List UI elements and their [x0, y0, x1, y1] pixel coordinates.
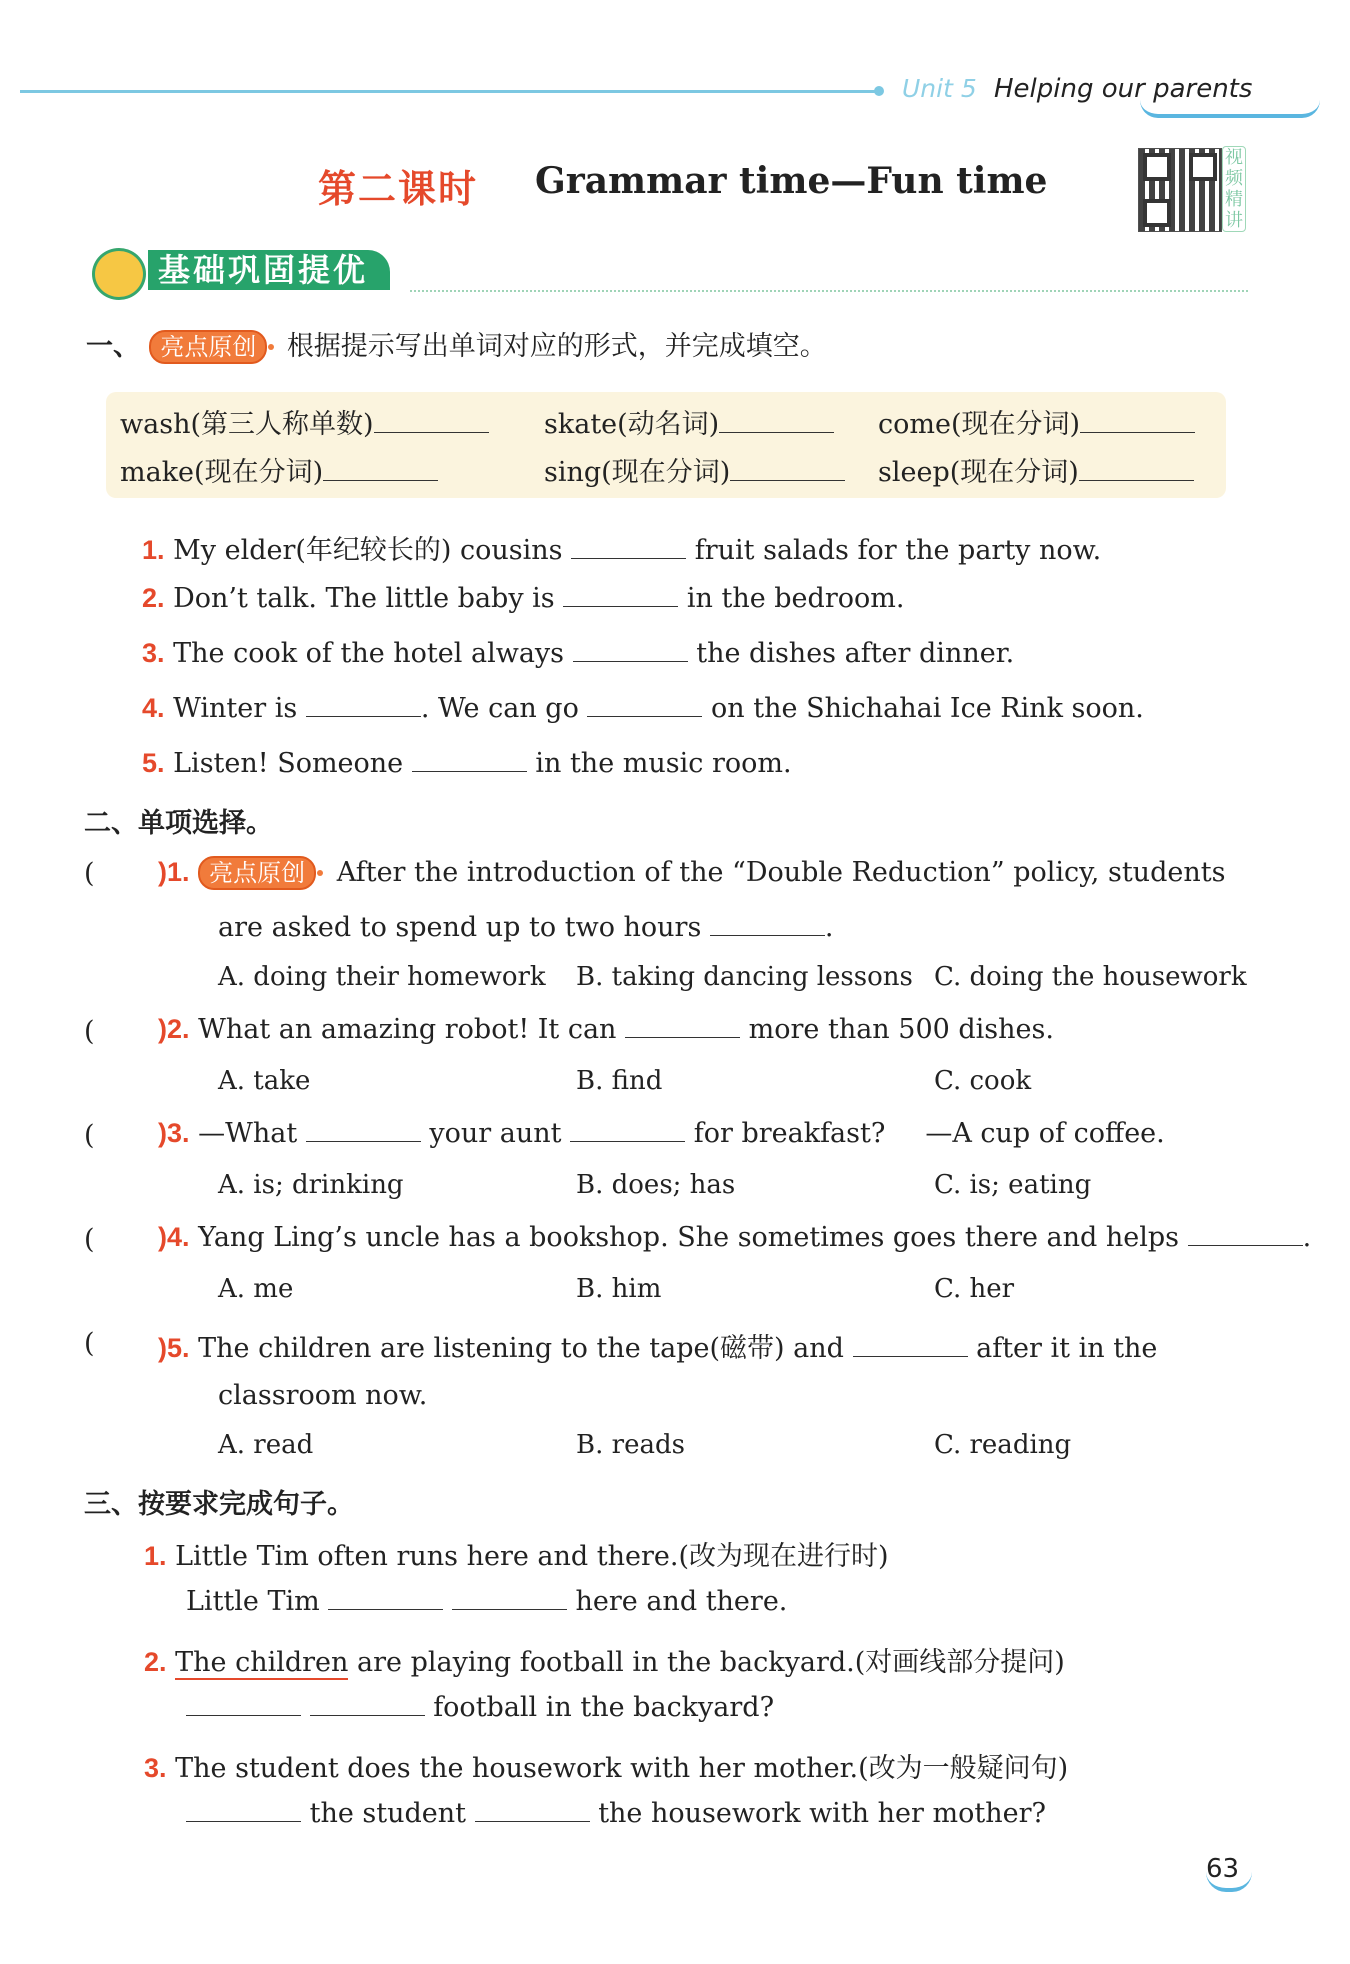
mc-q2-option-a[interactable]: A. take	[218, 1066, 311, 1096]
mc-q1-paren: (	[84, 858, 95, 889]
mc-q1-line2: are asked to spend up to two hours .	[218, 912, 834, 943]
rewrite-answer-1: Little Tim here and there.	[186, 1586, 788, 1617]
rewrite-answer-3: the student the housework with her mother?	[186, 1798, 1046, 1829]
word-wash: wash(第三人称单数)	[120, 402, 489, 441]
word-box	[106, 392, 1226, 498]
header-swoosh	[1140, 100, 1320, 118]
mc-q1-option-b[interactable]: B. taking dancing lessons	[576, 962, 913, 992]
mc-q3-option-b[interactable]: B. does; has	[576, 1170, 736, 1200]
header-rule	[20, 90, 880, 93]
lesson-cn-title: 第二课时	[318, 166, 479, 211]
mc-q5-option-a[interactable]: A. read	[218, 1430, 314, 1460]
mc-q5: )5. The children are listening to the tape(磁带) and after it in the	[158, 1333, 1158, 1364]
fill-item-3: 3. The cook of the hotel always the dishes after dinner.	[142, 638, 1015, 669]
section1-instruction: 根据提示写出单词对应的形式，并完成填空。	[286, 331, 827, 362]
rewrite-answer-2: football in the backyard?	[186, 1692, 774, 1723]
fill-item-2: 2. Don’t talk. The little baby is in the bedroom.	[142, 583, 905, 614]
mc-q5-paren: (	[84, 1328, 95, 1359]
banner-icon	[92, 248, 146, 300]
qr-label: 视频精讲	[1222, 146, 1246, 232]
lesson-en-title: Grammar time—Fun time	[535, 160, 1048, 202]
header-dot	[874, 86, 884, 96]
mc-q2-paren: (	[84, 1016, 95, 1047]
mc-q2-option-b[interactable]: B. find	[576, 1066, 663, 1096]
mc-q4-option-a[interactable]: A. me	[218, 1274, 294, 1304]
rewrite-item-3: 3. The student does the housework with her mother.(改为一般疑问句)	[144, 1753, 1069, 1784]
mc-q3-option-a[interactable]: A. is; drinking	[218, 1170, 404, 1200]
mc-q3-paren: (	[84, 1120, 95, 1151]
word-sleep: sleep(现在分词)	[878, 450, 1194, 489]
mc-q3: )3. —What your aunt for breakfast? —A cup of coffee.	[158, 1118, 1165, 1149]
banner-rule	[410, 290, 1248, 292]
fill-item-5: 5. Listen! Someone in the music room.	[142, 748, 792, 779]
mc-q1-option-c[interactable]: C. doing the housework	[934, 962, 1247, 992]
word-make: make(现在分词)	[120, 450, 438, 489]
mc-q2: )2. What an amazing robot! It can more than 500 dishes.	[158, 1014, 1054, 1045]
rewrite-item-2: 2. The children are playing football in the backyard.(对画线部分提问)	[144, 1647, 1065, 1678]
banner-title: 基础巩固提优	[148, 250, 390, 290]
mc-q3-option-c[interactable]: C. is; eating	[934, 1170, 1092, 1200]
original-badge: 亮点原创	[149, 330, 267, 364]
original-badge: 亮点原创	[198, 856, 316, 890]
word-skate: skate(动名词)	[544, 402, 834, 441]
mc-q4: )4. Yang Ling’s uncle has a bookshop. She sometimes goes there and helps .	[158, 1222, 1312, 1253]
section1-title	[86, 324, 827, 364]
mc-q4-paren: (	[84, 1224, 95, 1255]
mc-q5-option-b[interactable]: B. reads	[576, 1430, 685, 1460]
section1-index: 一、	[86, 331, 140, 362]
fill-item-1: 1. My elder(年纪较长的) cousins fruit salads for the party now.	[142, 535, 1102, 566]
unit-label: Unit 5	[902, 74, 977, 103]
mc-q2-option-c[interactable]: C. cook	[934, 1066, 1032, 1096]
mc-q4-option-b[interactable]: B. him	[576, 1274, 662, 1304]
mc-q1: )1. 亮点原创 After the introduction of the “Double Reduction” policy, students	[158, 857, 1226, 888]
word-sing: sing(现在分词)	[544, 450, 845, 489]
mc-q5-line2: classroom now.	[218, 1380, 428, 1411]
fill-item-4: 4. Winter is . We can go on the Shichahai Ice Rink soon.	[142, 693, 1144, 724]
mc-q5-option-c[interactable]: C. reading	[934, 1430, 1072, 1460]
page-number: 63	[1206, 1854, 1240, 1884]
unit-title: Helping our parents	[994, 74, 1253, 104]
page-number-swoosh	[1206, 1872, 1252, 1892]
word-come: come(现在分词)	[878, 402, 1195, 441]
rewrite-item-1: 1. Little Tim often runs here and there.(改为现在进行时)	[144, 1541, 889, 1572]
section3-title: 三、按要求完成句子。	[84, 1489, 354, 1520]
qr-code[interactable]	[1138, 148, 1222, 232]
mc-q1-option-a[interactable]: A. doing their homework	[218, 962, 546, 992]
section2-title: 二、单项选择。	[84, 808, 273, 839]
mc-q4-option-c[interactable]: C. her	[934, 1274, 1015, 1304]
